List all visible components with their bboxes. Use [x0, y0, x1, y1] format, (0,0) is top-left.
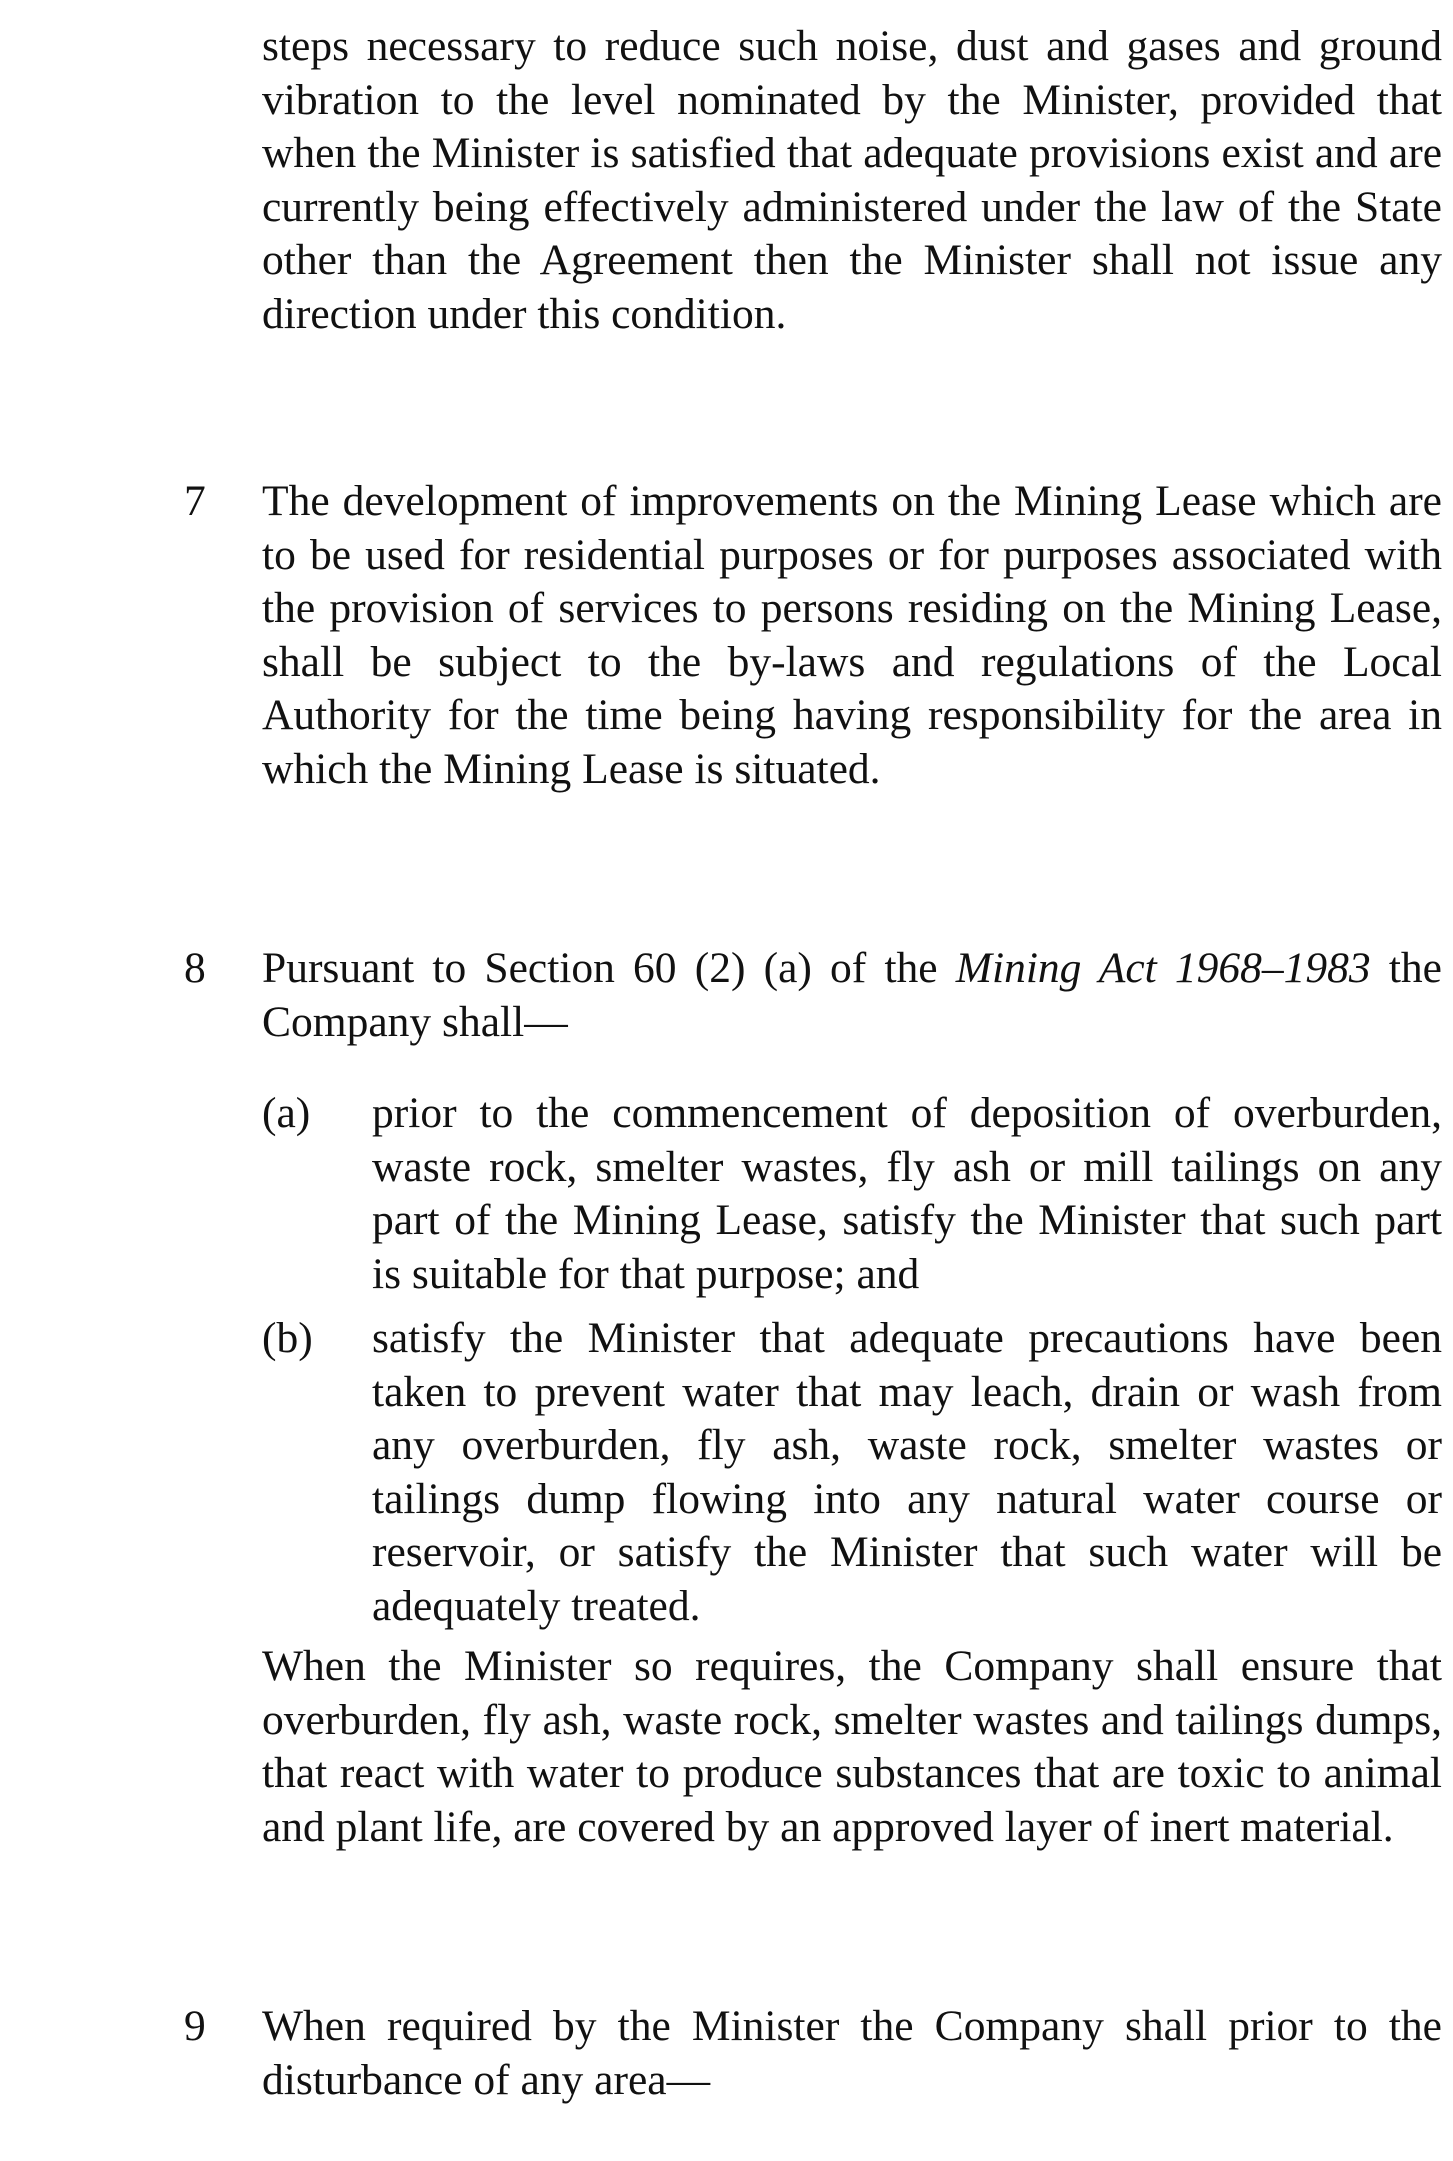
clause-8-intro	[262, 942, 1442, 1049]
clause-7-text: The development of improvements on the Mining Lease which are to be used for residential purposes or for purposes associated with the provision of services to persons residing on the Mining Lease, shall be subject to the by-laws and regulations of the Local Authority for the time being having responsibility for the area in which the Mining Lease is situated.	[262, 477, 1442, 793]
clause-8-intro-before: Pursuant to Section 60 (2) (a) of the	[262, 944, 956, 992]
item-b-text: satisfy the Minister that adequate precautions have been taken to prevent water that may leach, drain or wash from any overburden, fly ash, waste rock, smelter wastes or tailings dump flowing into any natural water course or reservoir, or satisfy the Minister that such water will be adequately treated.	[372, 1314, 1442, 1630]
clause-8-intro-after: the Company shall—	[262, 944, 1442, 1046]
clause-7-number: 7	[184, 477, 206, 525]
mining-act-title: Mining Act 1968–1983	[955, 944, 1371, 992]
item-a-text: prior to the commencement of deposition of overburden, waste rock, smelter wastes, fly ash or mill tailings on any part of the Mining Lease, satisfy the Minister that such part is suitable for that purpose; and	[372, 1089, 1442, 1298]
continuation-paragraph: steps necessary to reduce such noise, dust and gases and ground vibration to the level nominated by the Minister, provided that when the Minister is satisfied that adequate provisions exist and are currently being effectively administered under the law of the State other than the Agreement then the Minister shall not issue any direction under this condition.	[262, 22, 1442, 338]
clause-9-text: When required by the Minister the Company shall prior to the disturbance of any area—	[262, 2002, 1442, 2104]
item-a-label: (a)	[262, 1089, 311, 1137]
item-b-label: (b)	[262, 1314, 313, 1362]
clause-8-closing: When the Minister so requires, the Company shall ensure that overburden, fly ash, waste rock, smelter wastes and tailings dumps, that react with water to produce substances that are toxic to animal and plant life, are covered by an approved layer of inert material.	[262, 1642, 1442, 1851]
clause-8-number: 8	[184, 944, 206, 992]
clause-9-number: 9	[184, 2002, 206, 2050]
